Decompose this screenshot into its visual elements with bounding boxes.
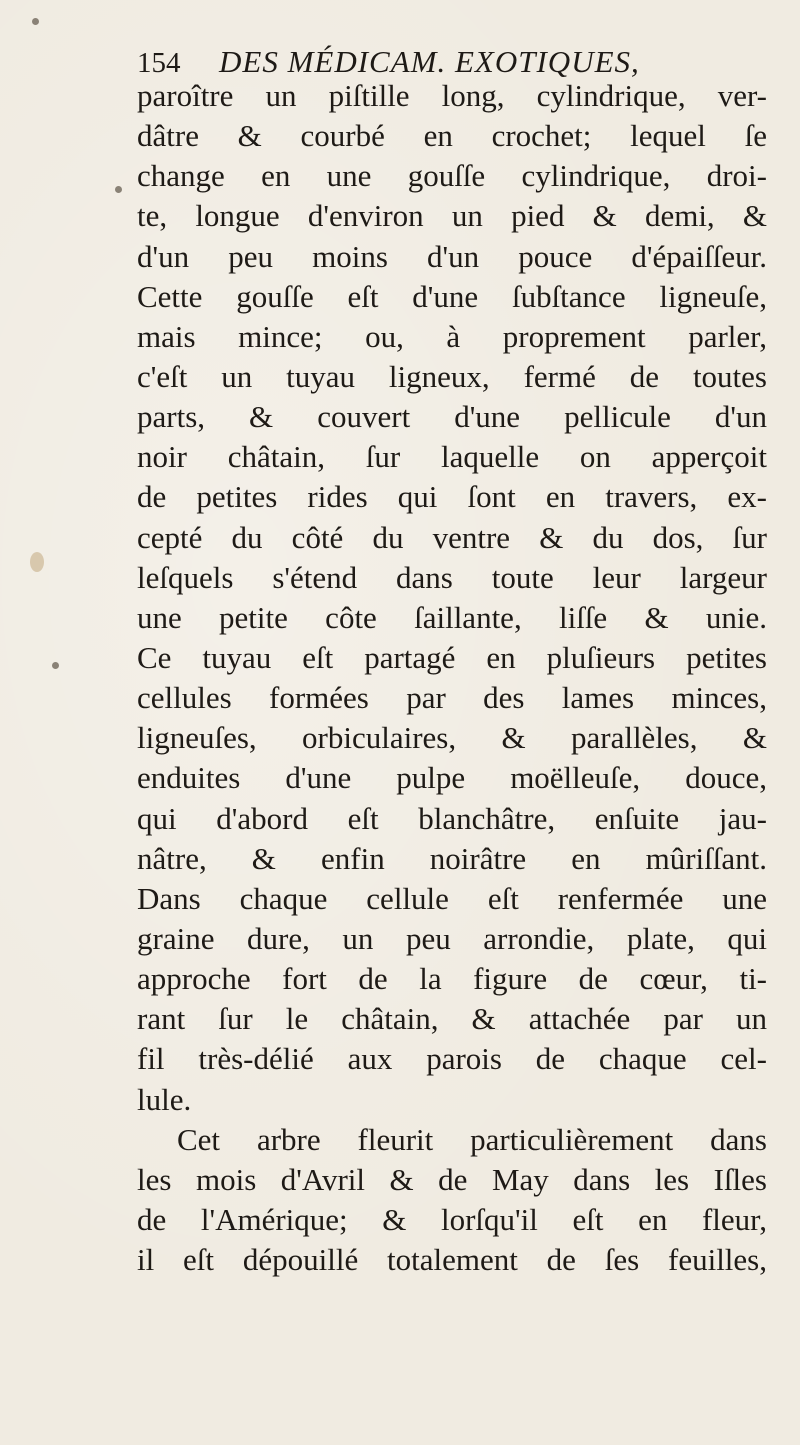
text-line: il eſt dépouillé totalement de ſes feuilles, xyxy=(137,1242,767,1278)
margin-speck xyxy=(115,186,122,193)
text-line: qui d'abord eſt blanchâtre, enſuite jau- xyxy=(137,800,767,836)
text-line: paroître un piſtille long, cylindrique, ver- xyxy=(137,78,767,113)
margin-stain xyxy=(30,552,44,572)
text-line: Cette gouſſe eſt d'une ſubſtance ligneuſe, xyxy=(137,278,767,314)
text-line: cellules formées par des lames minces, xyxy=(137,680,767,716)
margin-speck xyxy=(52,662,59,669)
body-text xyxy=(137,76,767,1280)
text-line: enduites d'une pulpe moëlleuſe, douce, xyxy=(137,760,767,796)
text-line: dâtre & courbé en crochet; lequel ſe xyxy=(137,118,767,154)
page-number: 154 xyxy=(137,47,181,79)
text-line: ligneuſes, orbiculaires, & parallèles, & xyxy=(137,720,767,756)
text-line: rant ſur le châtain, & attachée par un xyxy=(137,1001,767,1037)
text-line: c'eſt un tuyau ligneux, fermé de toutes xyxy=(137,358,767,394)
text-line: d'un peu moins d'un pouce d'épaiſſeur. xyxy=(137,238,767,274)
text-line: lule. xyxy=(137,1081,192,1117)
text-line: de petites rides qui ſont en travers, ex- xyxy=(137,479,767,515)
text-line: Cet arbre fleurit particulièrement dans xyxy=(177,1121,767,1157)
text-line: mais mince; ou, à proprement parler, xyxy=(137,318,767,354)
text-line: Dans chaque cellule eſt renfermée une xyxy=(137,880,767,916)
text-line: nâtre, & enfin noirâtre en mûriſſant. xyxy=(137,840,767,876)
running-title: DES MÉDICAM. EXOTIQUES, xyxy=(219,44,640,79)
text-line: fil très-délié aux parois de chaque cel- xyxy=(137,1041,767,1077)
text-line: change en une gouſſe cylindrique, droi- xyxy=(137,158,767,194)
text-line: cepté du côté du ventre & du dos, ſur xyxy=(137,519,767,555)
text-line: Ce tuyau eſt partagé en pluſieurs petites xyxy=(137,639,767,675)
text-line: leſquels s'étend dans toute leur largeur xyxy=(137,559,767,595)
text-line: te, longue d'environ un pied & demi, & xyxy=(137,198,767,234)
text-line: de l'Amérique; & lorſqu'il eſt en fleur, xyxy=(137,1201,767,1237)
text-line: noir châtain, ſur laquelle on apperçoit xyxy=(137,439,767,475)
text-line: approche fort de la figure de cœur, ti- xyxy=(137,961,767,997)
text-line: parts, & couvert d'une pellicule d'un xyxy=(137,399,767,435)
margin-speck xyxy=(32,18,39,25)
text-line: les mois d'Avril & de May dans les Iſles xyxy=(137,1161,767,1197)
text-line: une petite côte ſaillante, liſſe & unie. xyxy=(137,599,767,635)
text-line: graine dure, un peu arrondie, plate, qui xyxy=(137,920,767,956)
